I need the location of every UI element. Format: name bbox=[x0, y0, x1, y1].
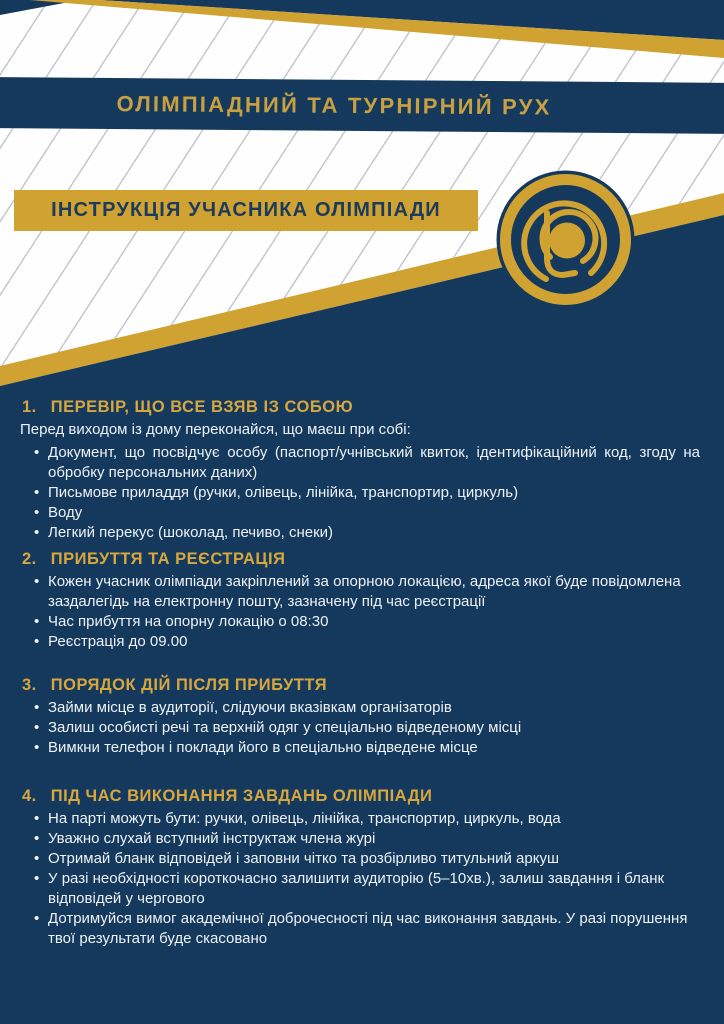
instructions-content bbox=[0, 388, 724, 949]
list-item: • На парті можуть бути: ручки, олівець, лінійка, транспортир, циркуль, вода bbox=[34, 809, 700, 829]
section-number: 2. bbox=[22, 550, 37, 568]
list-item: • Письмове приладдя (ручки, олівець, лінійка, транспортир, циркуль) bbox=[34, 483, 700, 503]
list-item: • Документ, що посвідчує особу (паспорт/учнівський квиток, ідентифікаційний код, згоду на обробку персональних даних) bbox=[34, 443, 700, 483]
section-after-arrival bbox=[20, 675, 700, 758]
bullet-list bbox=[20, 809, 700, 949]
section-title-text: ПЕРЕВІР, ЩО ВСЕ ВЗЯВ ІЗ СОБОЮ bbox=[50, 398, 354, 416]
list-item: • Залиш особисті речі та верхній одяг у спеціально відведеному місці bbox=[34, 718, 700, 738]
bullet-list bbox=[20, 698, 700, 758]
list-item: • Кожен учасник олімпіади закріплений за опорною локацією, адреса якої буде повідомлена заздалегідь на електронну пошту, зазначену під час реєстрації bbox=[34, 572, 700, 612]
section-title-text: ПРИБУТТЯ ТА РЕЄСТРАЦІЯ bbox=[50, 550, 286, 568]
list-item: • Вимкни телефон і поклади його в спеціально відведене місце bbox=[34, 738, 700, 758]
section-during-tasks bbox=[20, 786, 700, 949]
main-title-label: ІНСТРУКЦІЯ УЧАСНИКА ОЛІМПІАДИ bbox=[51, 199, 441, 221]
section-title bbox=[22, 549, 700, 569]
p-monogram-icon bbox=[495, 169, 636, 310]
list-item: • Займи місце в аудиторії, слідуючи вказівкам організаторів bbox=[34, 698, 700, 718]
section-check-belongings bbox=[20, 397, 700, 543]
section-title bbox=[22, 397, 700, 417]
list-item: • Уважно слухай вступний інструктаж члена журі bbox=[34, 829, 700, 849]
section-title bbox=[22, 786, 700, 806]
list-item: • Реєстрація до 09.00 bbox=[34, 632, 700, 652]
list-item: • Дотримуйся вимог академічної доброчесності під час виконання завдань. У разі порушення твої результати буде скасовано bbox=[34, 909, 700, 949]
section-title-text: ПІД ЧАС ВИКОНАННЯ ЗАВДАНЬ ОЛІМПІАДИ bbox=[50, 787, 433, 805]
list-item: • Легкий перекус (шоколад, печиво, снеки) bbox=[34, 523, 700, 543]
top-banner bbox=[0, 77, 724, 134]
list-item: • Час прибуття на опорну локацію о 08:30 bbox=[34, 612, 700, 632]
bullet-list bbox=[20, 572, 700, 652]
section-number: 4. bbox=[22, 787, 37, 805]
section-title-text: ПОРЯДОК ДІЙ ПІСЛЯ ПРИБУТТЯ bbox=[50, 676, 328, 694]
section-number: 1. bbox=[22, 398, 37, 416]
section-intro: Перед виходом із дому переконайся, що маєш при собі: bbox=[20, 421, 411, 438]
bullet-list bbox=[20, 443, 700, 543]
main-title-banner bbox=[14, 190, 478, 231]
section-title bbox=[22, 675, 700, 695]
list-item: • Воду bbox=[34, 503, 700, 523]
section-arrival-registration bbox=[20, 549, 700, 652]
section-number: 3. bbox=[22, 676, 37, 694]
top-banner-label: ОЛІМПІАДНИЙ ТА ТУРНІРНИЙ РУХ bbox=[116, 90, 552, 119]
list-item: • У разі необхідності короткочасно залишити аудиторію (5–10хв.), залиш завдання і бланк відповідей у чергового bbox=[34, 869, 700, 909]
list-item: • Отримай бланк відповідей і заповни чітко та розбірливо титульний аркуш bbox=[34, 849, 700, 869]
